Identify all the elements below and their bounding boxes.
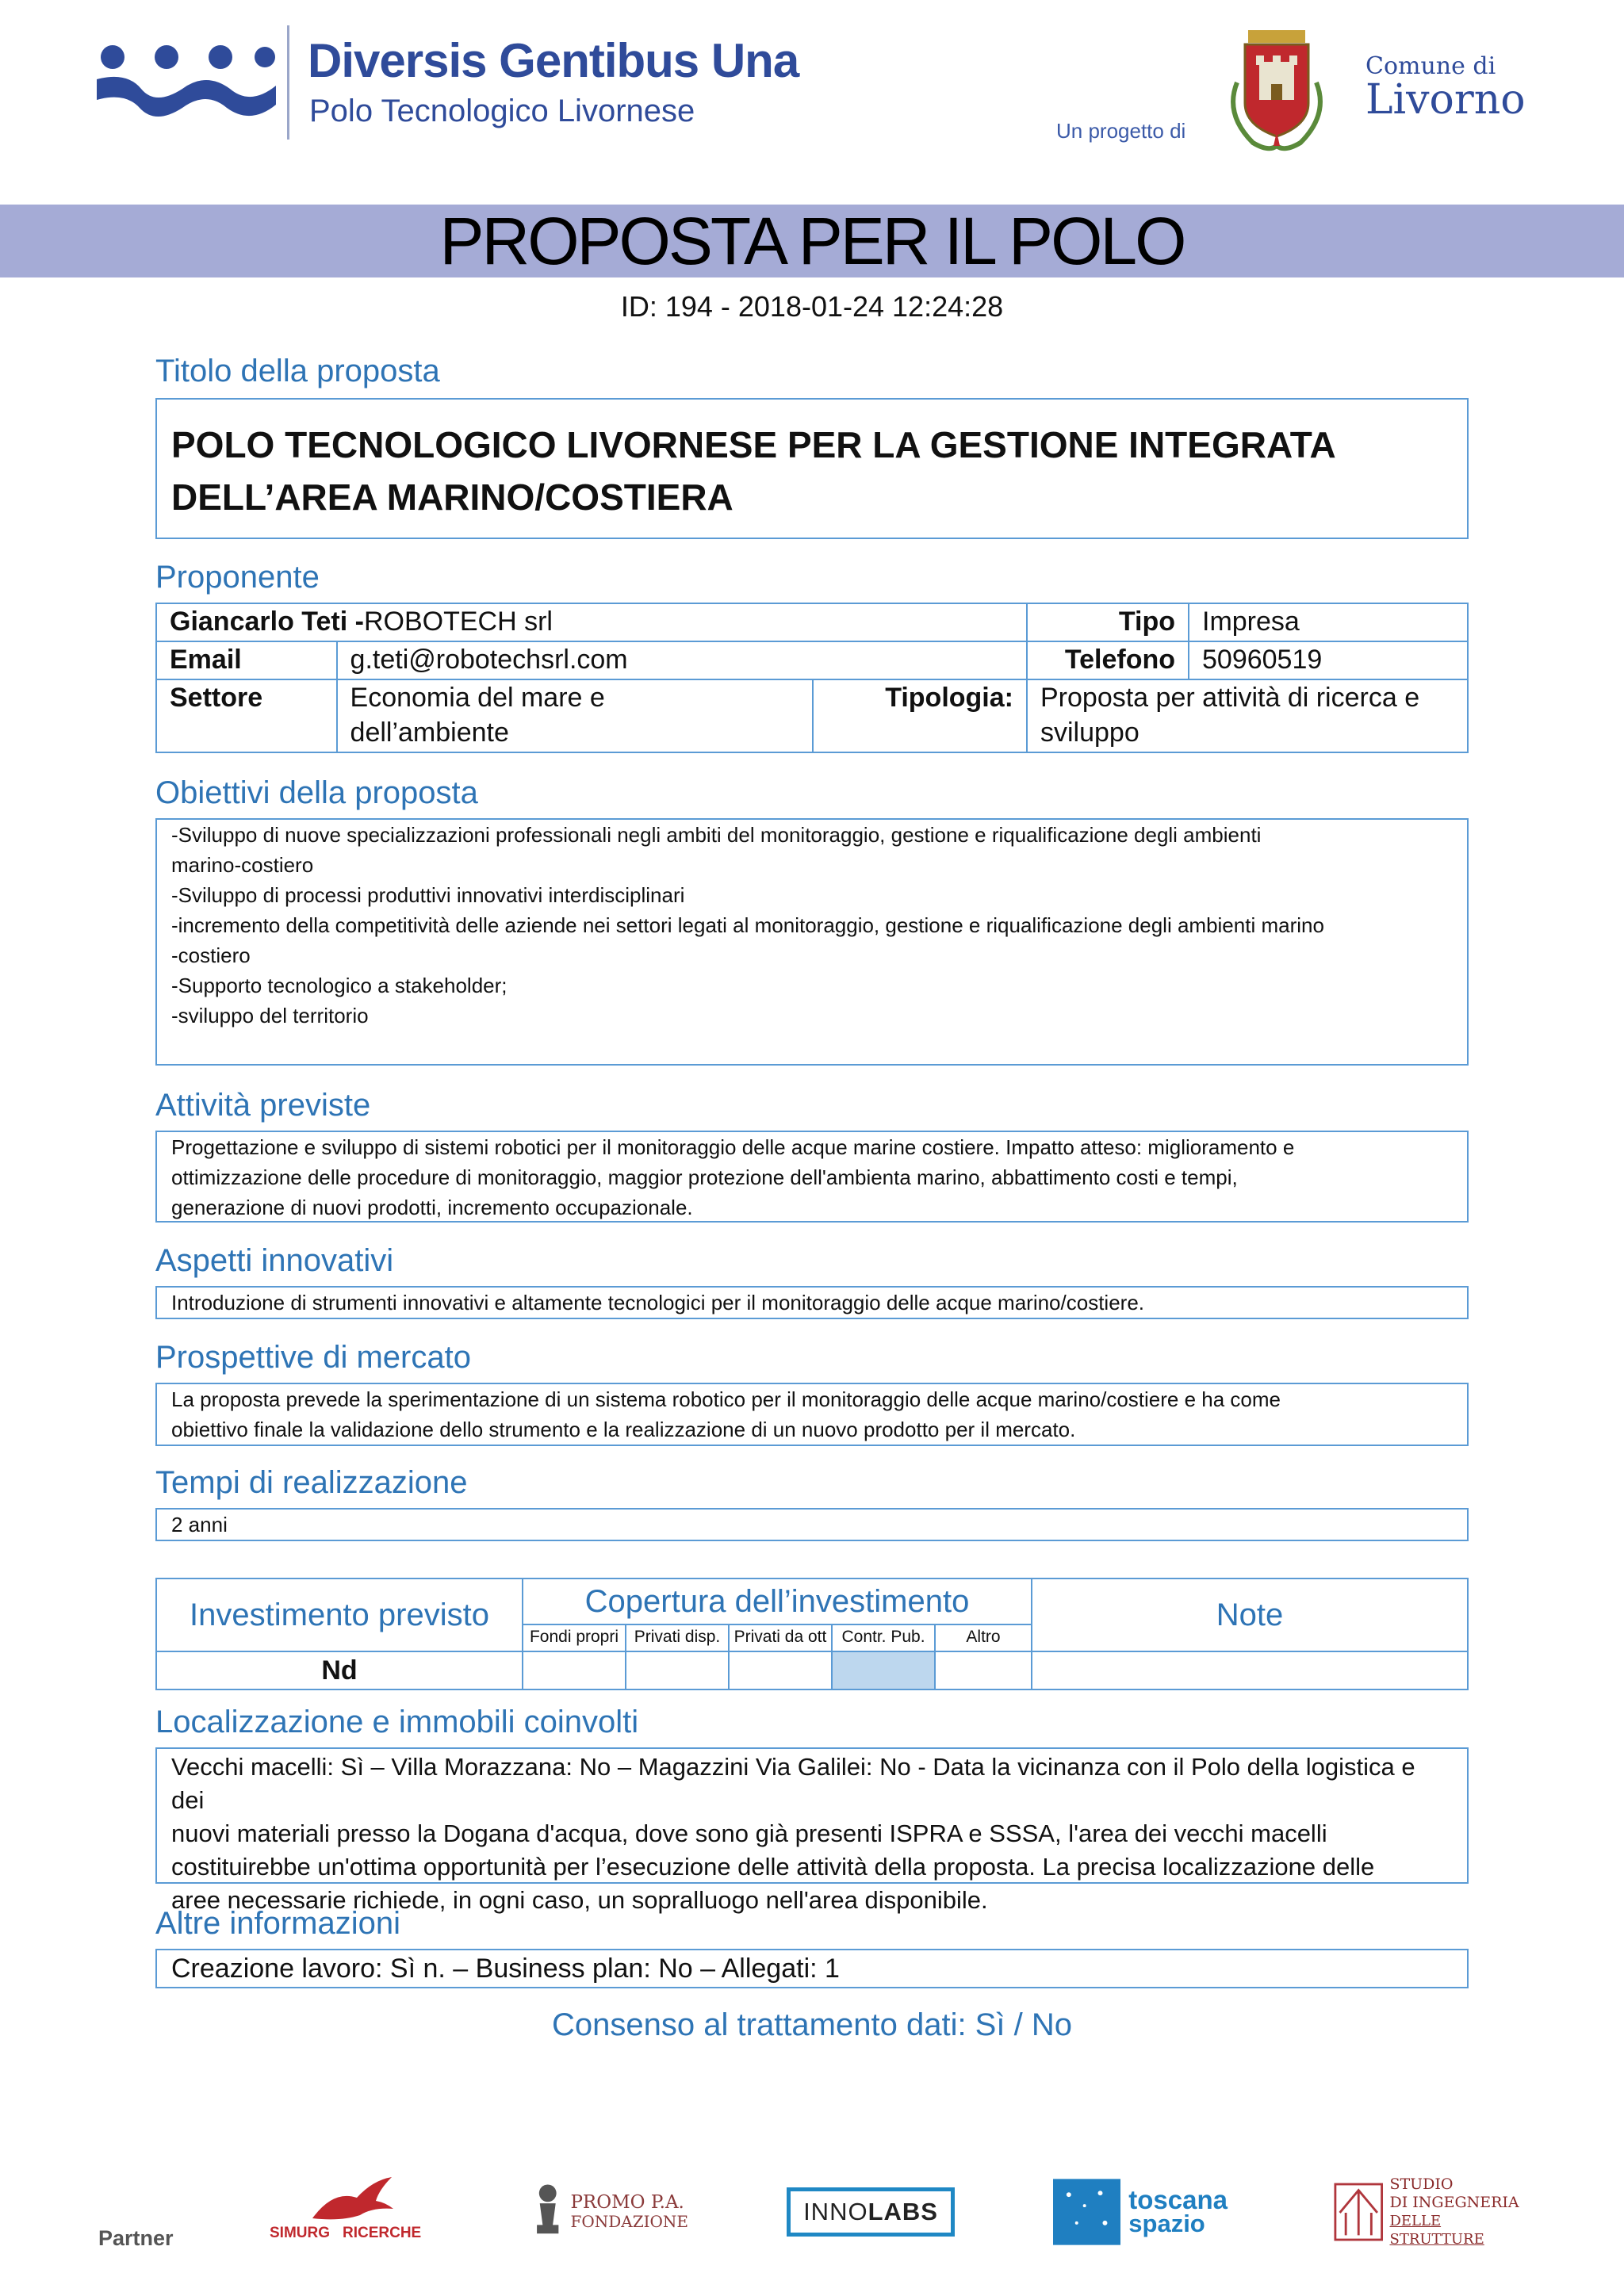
copertura-values bbox=[523, 1651, 1032, 1689]
copertura-label: Copertura dell’investimento bbox=[584, 1584, 970, 1619]
col-fondi-propri: Fondi propri bbox=[523, 1625, 626, 1651]
project-by-label: Un progetto di bbox=[1056, 119, 1186, 143]
innolabs-box bbox=[787, 2187, 955, 2237]
mercato-line: La proposta prevede la sperimentazione di un sistema robotico per il monitoraggio delle acque marino/costiere e ha come bbox=[171, 1387, 1281, 1411]
section-heading-altre: Altre informazioni bbox=[155, 1906, 401, 1941]
studio-line-2: DI INGEGNERIA bbox=[1389, 2194, 1519, 2211]
partner-promo-logo bbox=[530, 2172, 688, 2252]
altre-text: Creazione lavoro: Sì n. – Business plan: No – Allegati: 1 bbox=[171, 1954, 840, 1984]
obiettivi-box bbox=[155, 818, 1469, 1066]
titolo-line-1: POLO TECNOLOGICO LIVORNESE PER LA GESTIONE INTEGRATA bbox=[171, 424, 1336, 465]
tipo-label: Tipo bbox=[1027, 603, 1189, 641]
toscana-line-2: spazio bbox=[1128, 2210, 1205, 2237]
tipologia-value: Proposta per attività di ricerca e sviluppo bbox=[1027, 679, 1468, 752]
proposal-id: ID: 194 - 2018-01-24 12:24:28 bbox=[620, 290, 1004, 323]
simurg-logo-inner bbox=[270, 2172, 428, 2252]
attivita-line: generazione di nuovi prodotti, incremento occupazionale. bbox=[171, 1196, 693, 1219]
settore-value bbox=[337, 679, 814, 752]
val-privati-da-ott bbox=[730, 1652, 833, 1689]
proponente-name: Giancarlo Teti - bbox=[170, 607, 364, 637]
partner-studio-ingegneria-logo bbox=[1334, 2172, 1532, 2252]
comune-di-label: Comune di bbox=[1365, 52, 1496, 80]
innolabs-text-a: INNO bbox=[803, 2198, 868, 2225]
val-fondi-propri bbox=[523, 1652, 626, 1689]
proponente-company: ROBOTECH srl bbox=[363, 607, 553, 637]
proponente-table bbox=[155, 603, 1469, 753]
telefono-label: Telefono bbox=[1027, 641, 1189, 679]
localizzazione-line: aree necessarie richiede, in ogni caso, un sopralluogo nell'area disponibile. bbox=[171, 1886, 988, 1914]
section-heading-mercato: Prospettive di mercato bbox=[155, 1340, 471, 1375]
proponente-name-cell bbox=[156, 603, 1027, 641]
partner-toscana-spazio-logo bbox=[1053, 2172, 1228, 2252]
titolo-box bbox=[155, 398, 1469, 539]
partner-simurg-logo bbox=[270, 2172, 428, 2252]
localizzazione-line: costituirebbe un'ottima opportunità per l’esecuzione delle attività della proposta. La precisa localizzazione delle bbox=[171, 1853, 1375, 1881]
obiettivi-line: -sviluppo del territorio bbox=[171, 1004, 369, 1027]
section-heading-titolo: Titolo della proposta bbox=[155, 354, 440, 388]
innolabs-text-b: LABS bbox=[868, 2198, 938, 2225]
val-altro bbox=[936, 1652, 1031, 1689]
tipologia-label: Tipologia: bbox=[813, 679, 1027, 752]
livorno-crest-icon bbox=[1221, 27, 1332, 154]
partner-innolabs-logo bbox=[791, 2172, 950, 2252]
note-label: Note bbox=[1032, 1578, 1468, 1651]
obiettivi-line: -incremento della competitività delle aziende nei settori legati al monitoraggio, gestione e riqualificazione degli ambienti marino bbox=[171, 913, 1324, 937]
investimento-value: Nd bbox=[156, 1651, 523, 1689]
note-value bbox=[1032, 1651, 1468, 1689]
section-heading-obiettivi: Obiettivi della proposta bbox=[155, 775, 478, 810]
toscana-line-1: toscana bbox=[1128, 2185, 1228, 2214]
obiettivi-line: -Sviluppo di processi produttivi innovativi interdisciplinari bbox=[171, 883, 685, 907]
localizzazione-box bbox=[155, 1747, 1469, 1914]
email-label: Email bbox=[156, 641, 337, 679]
consenso-label: Consenso al trattamento dati: Sì / No bbox=[552, 2007, 1072, 2042]
studio-ingegneria-icon bbox=[1334, 2181, 1383, 2243]
settore-label: Settore bbox=[156, 679, 337, 752]
obiettivi-line: -costiero bbox=[171, 943, 251, 967]
mercato-box bbox=[155, 1383, 1469, 1446]
localizzazione-line: Vecchi macelli: Sì – Villa Morazzana: No – Magazzini Via Galilei: No - Data la vicinanza con il Polo della logistica e dei bbox=[171, 1753, 1415, 1814]
investimento-table bbox=[155, 1578, 1469, 1690]
innovativi-box bbox=[155, 1286, 1469, 1319]
promo-line-2: FONDAZIONE bbox=[570, 2212, 688, 2231]
mercato-line: obiettivo finale la validazione dello strumento e la realizzazione di un nuovo prodotto per il mercato. bbox=[171, 1418, 1076, 1441]
col-contr-pub: Contr. Pub. bbox=[833, 1625, 936, 1651]
obiettivi-line: -Supporto tecnologico a stakeholder; bbox=[171, 974, 508, 997]
attivita-line: Progettazione e sviluppo di sistemi robotici per il monitoraggio delle acque marine costiere. Impatto atteso: miglioramento e bbox=[171, 1135, 1295, 1159]
promo-line-1: PROMO P.A. bbox=[570, 2192, 684, 2213]
section-heading-innovativi: Aspetti innovativi bbox=[155, 1243, 394, 1278]
tipo-value: Impresa bbox=[1189, 603, 1468, 641]
col-privati-disp: Privati disp. bbox=[626, 1625, 730, 1651]
simurg-right-text: RICERCHE bbox=[343, 2225, 422, 2241]
toscana-spazio-icon bbox=[1053, 2179, 1120, 2245]
copertura-values-row bbox=[523, 1652, 1031, 1689]
localizzazione-line: nuovi materiali presso la Dogana d'acqua, dove sono già presenti ISPRA e SSSA, l'area dei vecchi macelli bbox=[171, 1820, 1327, 1847]
obiettivi-line: marino-costiero bbox=[171, 853, 314, 877]
val-privati-disp bbox=[626, 1652, 730, 1689]
studio-text bbox=[1389, 2175, 1532, 2248]
studio-line-1: STUDIO bbox=[1389, 2175, 1454, 2193]
col-privati-da-ott: Privati da ott bbox=[730, 1625, 833, 1651]
section-heading-attivita: Attività previste bbox=[155, 1088, 371, 1123]
diversis-gentibus-una-logo-icon bbox=[95, 40, 278, 127]
tempi-box bbox=[155, 1508, 1469, 1541]
section-heading-localizzazione: Localizzazione e immobili coinvolti bbox=[155, 1705, 639, 1739]
toscana-text bbox=[1128, 2185, 1228, 2237]
simurg-left-text: SIMURG bbox=[270, 2225, 330, 2241]
innovativi-text: Introduzione di strumenti innovativi e altamente tecnologici per il monitoraggio delle acque marino/costiere. bbox=[171, 1291, 1145, 1314]
studio-line-3: DELLE STRUTTURE bbox=[1389, 2213, 1484, 2248]
section-heading-proponente: Proponente bbox=[155, 560, 320, 595]
brand-subtitle: Polo Tecnologico Livornese bbox=[309, 94, 695, 128]
obiettivi-line: -Sviluppo di nuove specializzazioni professionali negli ambiti del monitoraggio, gestione e riqualificazione degli ambienti bbox=[171, 823, 1262, 847]
partner-label: Partner bbox=[98, 2226, 174, 2250]
section-heading-tempi: Tempi di realizzazione bbox=[155, 1465, 468, 1500]
tempi-text: 2 anni bbox=[171, 1513, 228, 1536]
telefono-value: 50960519 bbox=[1189, 641, 1468, 679]
promo-text bbox=[570, 2193, 688, 2231]
brand-divider bbox=[287, 25, 289, 140]
settore-line-1: Economia del mare e bbox=[350, 683, 605, 713]
attivita-box bbox=[155, 1131, 1469, 1223]
settore-line-2: dell’ambiente bbox=[350, 718, 509, 748]
brand-title: Diversis Gentibus Una bbox=[308, 34, 799, 87]
comune-name: Livorno bbox=[1365, 76, 1526, 124]
titolo-line-2: DELL’AREA MARINO/COSTIERA bbox=[171, 476, 733, 518]
val-contr-pub bbox=[833, 1652, 936, 1689]
copertura-cell bbox=[523, 1578, 1032, 1651]
copertura-columns bbox=[523, 1624, 1031, 1651]
page-title: PROPOSTA PER IL POLO bbox=[439, 204, 1185, 278]
altre-box bbox=[155, 1949, 1469, 1988]
col-altro: Altro bbox=[966, 1628, 1001, 1646]
email-value: g.teti@robotechsrl.com bbox=[337, 641, 1027, 679]
chess-pawn-icon bbox=[530, 2179, 565, 2245]
simurg-bird-icon bbox=[309, 2174, 396, 2223]
attivita-line: ottimizzazione delle procedure di monitoraggio, maggior protezione dell'ambienta marino, abbattimento costi e tempi, bbox=[171, 1165, 1238, 1189]
investimento-label: Investimento previsto bbox=[156, 1578, 523, 1651]
